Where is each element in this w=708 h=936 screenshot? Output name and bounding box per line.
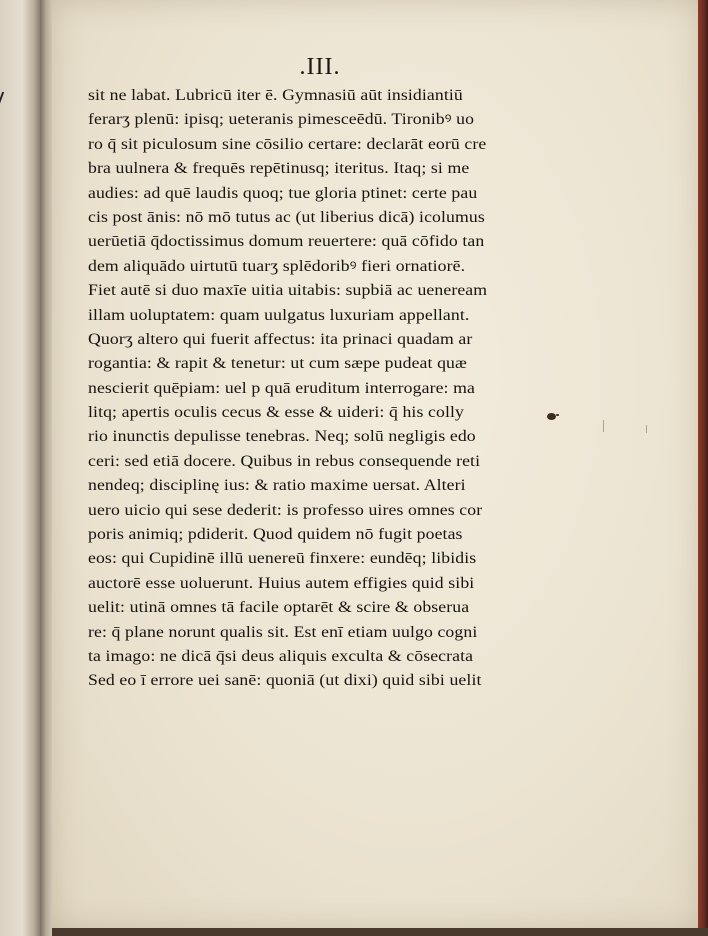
text-line: sit ne labat. Lubricū iter ē. Gymnasiū aūt insidiantiū [88, 87, 463, 104]
text-line: litq; apertis oculis cecus & esse & uideri: q̄ his colly [88, 404, 464, 422]
binding-edge [698, 0, 708, 936]
text-line: nendeq; disciplinę ius: & ratio maxime uersat. Alteri [88, 477, 466, 495]
paper-hair [646, 425, 647, 433]
text-line: Sed eo ī errore uei sanē: quoniā (ut dixi) quid sibi uelit [88, 672, 482, 690]
text-line: uelit: utinā omnes tā facile optarēt & scire & obserua [88, 599, 470, 617]
text-block [88, 84, 512, 694]
ink-speck [556, 414, 559, 416]
text-line: auctorē esse uoluerunt. Huius autem effigies quid sibi [88, 574, 475, 592]
text-line: rogantia: & rapit & tenetur: ut cum sæpe pudeat quæ [88, 355, 467, 373]
paper-hair [603, 420, 604, 432]
text-line: dem aliquādo uirtutū tuarʒ splēdoribꝰ fieri ornatiorē. [88, 257, 466, 275]
text-line: ro q̄ sit piculosum sine cōsilio certare: declarāt eorū cre [88, 135, 487, 153]
text-line: uero uicio qui sese dederit: is professo uires omnes cor [88, 501, 483, 519]
text-line: ferarʒ plenū: ipisq; ueteranis pimesceēdū. Tironibꝰ uo [88, 111, 475, 129]
ink-speck [547, 413, 556, 420]
folio-number: .III. [299, 54, 341, 80]
facing-page-edge [0, 0, 40, 936]
text-line: poris animiq; pdiderit. Quod quidem nō fugit poetas [88, 526, 463, 544]
text-line: eos: qui Cupidinē illū uenereū finxere: eundēq; libidis [88, 550, 477, 568]
text-line: audies: ad quē laudis quoq; tue gloria ptinet: certe pau [88, 184, 478, 202]
text-line: ta imago: ne dicā q̄si deus aliquis exculta & cōsecrata [88, 647, 474, 665]
text-line: ceri: sed etiā docere. Quibus in rebus consequende reti [88, 452, 481, 470]
text-line: re: q̄ plane norunt qualis sit. Est enī etiam uulgo cogni [88, 623, 478, 641]
text-line: Fiet autē si duo maxīe uitia uitabis: supbiā ac ueneream [88, 282, 488, 300]
text-line: bra uulnera & frequēs repētinusq; iteritus. Itaq; si me [88, 160, 470, 178]
text-line: illam uoluptatem: quam uulgatus luxuriam appellant. [88, 306, 470, 324]
page-bottom-edge [52, 928, 708, 936]
text-line: rio inunctis depulisse tenebras. Neq; solū negligis edo [88, 428, 476, 446]
text-line: Quorʒ altero qui fuerit affectus: ita prinaci quadam ar [88, 330, 473, 348]
text-line: cis post ānis: nō mō tutus ac (ut liberius dicā) icolumus [88, 208, 485, 226]
text-line: uerūetiā q̄doctissimus domum reuertere: quā cōfido tan [88, 233, 485, 251]
text-line: nescierit quēpiam: uel p quā eruditum interrogare: ma [88, 379, 475, 397]
